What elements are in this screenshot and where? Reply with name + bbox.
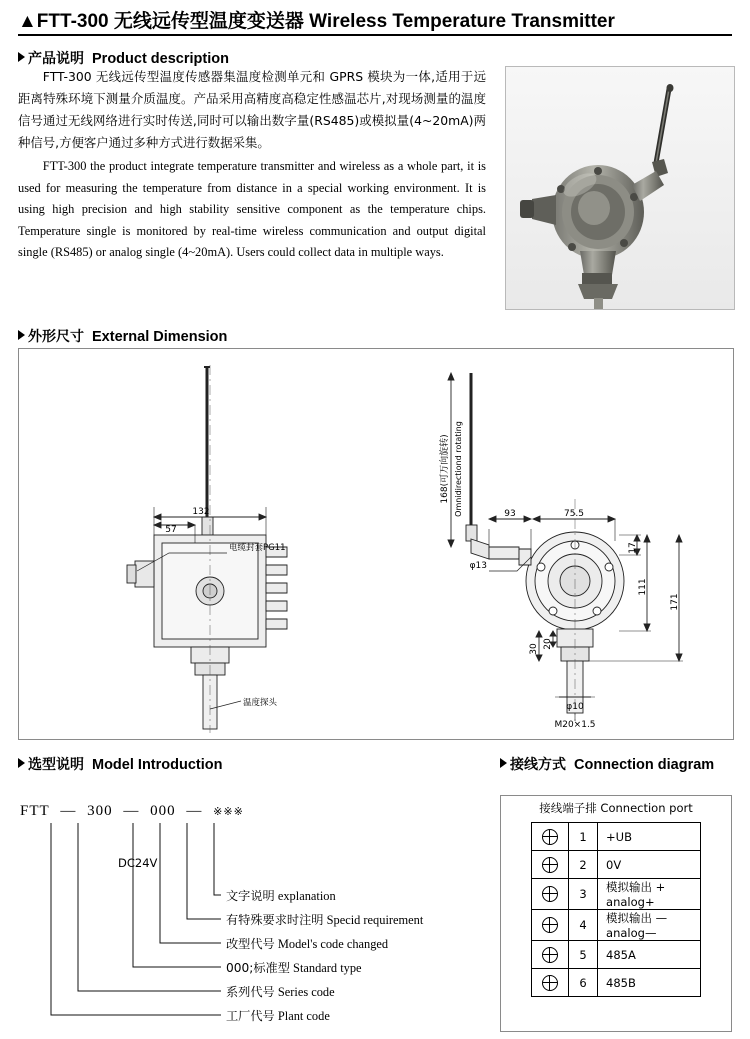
section-heading-dimension (18, 326, 227, 346)
dim-label-20: 20 (543, 638, 553, 650)
model-legend-1-en: Specid requirement (326, 913, 424, 927)
section-heading-dimension-en: External Dimension (92, 329, 228, 345)
model-code-part-4: 000 (150, 803, 176, 819)
section-heading-connection-en: Connection diagram (574, 757, 715, 773)
model-legend-2-cn: 改型代号 (226, 937, 275, 951)
terminal-screw-1 (532, 823, 569, 851)
connection-box (500, 795, 732, 1032)
product-photo (505, 66, 735, 310)
dimension-drawing (19, 349, 731, 737)
product-photo-image (506, 67, 734, 309)
terminal-screw-4 (532, 910, 569, 941)
model-legend-0-cn: 文字说明 (226, 889, 275, 903)
dim-label-93: 93 (504, 509, 516, 519)
model-legend-1-cn: 有特殊要求时注明 (226, 913, 324, 927)
table-row (532, 910, 701, 941)
dim-label-111: 111 (638, 578, 648, 596)
page-title: ▲FTT-300 无线远传型温度变送器 Wireless Temperature Transmitter (18, 11, 615, 32)
model-legend-3 (226, 959, 362, 976)
dim-label-probe: 温度探头 (243, 698, 278, 708)
section-heading-connection-cn: 接线方式 (510, 757, 566, 773)
model-legend-4-en: Series code (277, 985, 335, 999)
dim-label-17: 17 (628, 542, 638, 554)
triangle-bullet-icon (18, 52, 25, 62)
dim-label-phi13: φ13 (469, 561, 487, 571)
dim-label-30: 30 (529, 643, 539, 655)
screw-icon (542, 917, 558, 933)
section-heading-connection (500, 754, 714, 774)
model-code-part-5: — (186, 803, 203, 819)
terminal-no-6: 6 (569, 969, 598, 997)
terminal-no-3: 3 (569, 879, 598, 910)
description-en: FTT-300 the product integrate temperature transmitter and wireless as a whole part, it is used for measuring the temperature from distance in a special working environment. It is using high precision and high stability sensitive component as the temperature chips. Temperature single is monitored by real-time wireless communication and output digital single (RS485) or analog single (4~20mA). Users could collect data in multiple ways. (18, 159, 486, 259)
triangle-bullet-icon-3 (18, 758, 25, 768)
model-legend-0 (226, 887, 336, 904)
model-legend-5-en: Plant code (277, 1009, 330, 1023)
screw-icon (542, 857, 558, 873)
table-row (532, 851, 701, 879)
terminal-label-3: 模拟输出 + analog+ (598, 879, 701, 910)
screw-icon (542, 947, 558, 963)
model-legend-2 (226, 935, 388, 952)
terminal-label-1: +UB (598, 823, 701, 851)
triangle-bullet-icon-4 (500, 758, 507, 768)
model-legend-5-cn: 工厂代号 (226, 1009, 275, 1023)
section-heading-description (18, 48, 229, 68)
table-row (532, 823, 701, 851)
dim-label-omni: Omnidirectiond rotating (454, 421, 463, 517)
dc-voltage-label: DC24V (118, 856, 158, 870)
screw-icon (542, 886, 558, 902)
triangle-bullet-icon-2 (18, 330, 25, 340)
page-header (18, 6, 732, 33)
model-legend-4 (226, 983, 335, 1000)
description-cn: FTT-300 无线远传型温度传感器集温度检测单元和 GPRS 模块为一体,适用于远距离特殊环境下测量介质温度。产品采用高精度高稳定性感温芯片,对现场测量的温度信号通过无线网络进行实时传送,同时可以输出数字量(RS485)或模拟量(4~20mA)两种信号,方便客户通过多种方式进行数据采集。 (18, 69, 486, 150)
model-code-part-2: 300 (87, 803, 113, 819)
terminal-screw-5 (532, 941, 569, 969)
terminal-screw-2 (532, 851, 569, 879)
terminal-label-6: 485B (598, 969, 701, 997)
dim-label-57: 57 (165, 525, 177, 535)
terminal-label-4: 模拟输出 — analog— (598, 910, 701, 941)
model-legend-3-cn: 000;标准型 (226, 961, 290, 975)
model-code-part-0: FTT (20, 803, 50, 819)
terminal-no-2: 2 (569, 851, 598, 879)
model-code-part-1: — (60, 803, 77, 819)
dim-label-755: 75.5 (563, 509, 585, 519)
terminal-table (531, 822, 701, 997)
dim-label-phi10: φ10 (566, 702, 584, 712)
dim-label-168: 168(可万向旋转) (440, 434, 450, 504)
model-introduction (18, 775, 488, 1030)
table-row (532, 879, 701, 910)
model-legend-4-cn: 系列代号 (226, 985, 275, 999)
terminal-no-4: 4 (569, 910, 598, 941)
section-heading-model-en: Model Introduction (92, 757, 223, 773)
model-legend-3-en: Standard type (293, 961, 362, 975)
model-code-part-3: — (123, 803, 140, 819)
section-heading-dimension-cn: 外形尺寸 (28, 329, 84, 345)
terminal-label-5: 485A (598, 941, 701, 969)
connection-diagram (500, 775, 732, 1033)
dim-label-132: 132 (192, 507, 210, 517)
terminal-no-5: 5 (569, 941, 598, 969)
section-heading-description-en: Product description (92, 51, 229, 67)
product-description (18, 66, 486, 266)
terminal-no-1: 1 (569, 823, 598, 851)
screw-icon (542, 829, 558, 845)
terminal-screw-6 (532, 969, 569, 997)
section-heading-description-cn: 产品说明 (28, 51, 84, 67)
model-legend-0-en: explanation (277, 889, 336, 903)
model-legend-2-en: Model's code changed (277, 937, 389, 951)
model-legend-1 (226, 911, 423, 928)
screw-icon (542, 975, 558, 991)
model-code-part-6: ※※※ (213, 805, 244, 818)
dim-label-m20: M20×1.5 (554, 720, 596, 730)
dimension-drawing-box (18, 348, 734, 740)
dim-label-171: 171 (670, 593, 680, 611)
header-divider (18, 34, 732, 36)
connection-port-title: 接线端子排 Connection port (539, 801, 693, 815)
table-row (532, 941, 701, 969)
terminal-label-2: 0V (598, 851, 701, 879)
terminal-screw-3 (532, 879, 569, 910)
section-heading-model (18, 754, 222, 774)
section-heading-model-cn: 选型说明 (28, 757, 84, 773)
table-row (532, 969, 701, 997)
dim-label-cable-gland: 电缆封套PG11 (229, 543, 286, 553)
model-legend-5 (226, 1007, 330, 1024)
